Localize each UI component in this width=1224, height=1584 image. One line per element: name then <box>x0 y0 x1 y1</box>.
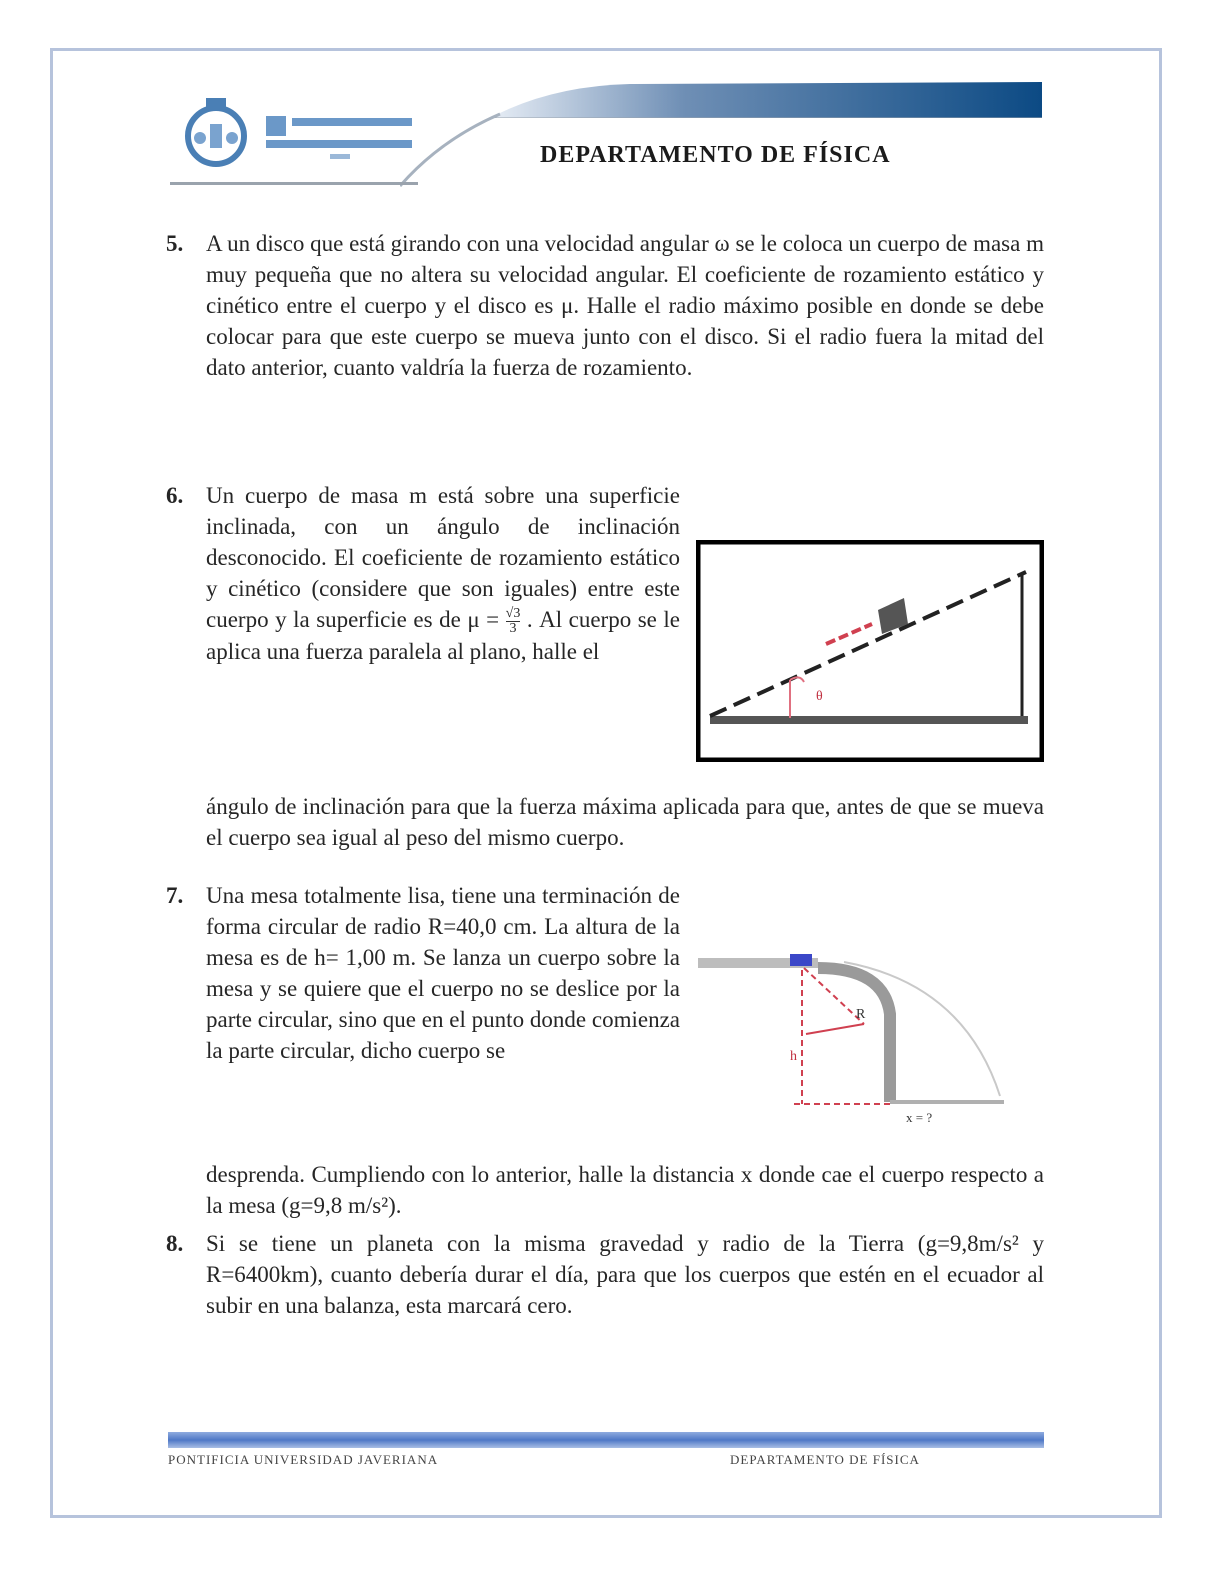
mu-fraction <box>506 607 521 636</box>
footer-university: PONTIFICIA UNIVERSIDAD JAVERIANA <box>168 1452 439 1467</box>
problem-5-text: A un disco que está girando con una velocidad angular ω se le coloca un cuerpo de masa m muy pequeña que no altera su velocidad angular. El coeficiente de rozamiento estático y cinético entre el cuerpo y el disco es μ. Halle el radio máximo posible en donde se debe colocar para que este cuerpo se mueva junto con el disco. Si el radio fuera la mitad del dato anterior, cuanto valdría la fuerza de rozamiento. <box>206 231 1044 380</box>
problem-7-text-continued: desprenda. Cumpliendo con lo anterior, halle la distancia x donde cae el cuerpo respecto a la mesa (g=9,8 m/s²). <box>206 1162 1044 1218</box>
problem-5-number: 5. <box>166 231 184 256</box>
radius-label: R <box>856 1007 866 1022</box>
problem-7-number: 7. <box>166 883 184 908</box>
logo-underline <box>170 182 418 185</box>
height-label: h <box>790 1049 797 1064</box>
incline-angle-label: θ <box>816 689 823 704</box>
table-figure <box>694 944 1014 1134</box>
mu-symbol: μ = <box>467 607 500 632</box>
mu-numerator: √3 <box>505 606 521 622</box>
header-bar <box>490 82 1042 118</box>
problem-6-text <box>206 480 680 667</box>
university-logo <box>180 88 420 178</box>
problem-6-text-continued: ángulo de inclinación para que la fuerza máxima aplicada para que, antes de que se mueva el cuerpo sea igual al peso del mismo cuerpo. <box>206 794 1044 850</box>
footer-department: DEPARTAMENTO DE FÍSICA <box>730 1452 920 1467</box>
mu-denominator: 3 <box>506 621 521 636</box>
problem-8-number: 8. <box>166 1231 184 1256</box>
distance-label: x = ? <box>906 1110 933 1125</box>
department-title: DEPARTAMENTO DE FÍSICA <box>540 142 891 168</box>
problem-6-text-after-mu: . Al cuerpo se le aplica una fuerza paralela al plano, halle el <box>206 607 681 665</box>
problem-6-text-main: Un cuerpo de masa m está sobre una superficie inclinada, con un ángulo de inclinación desconocido. El coeficiente de rozamiento estático y cinético (considere que son iguales) entre este cuerpo y la superficie es de <box>206 483 680 632</box>
problem-6-number: 6. <box>166 483 184 508</box>
incline-figure <box>696 540 1044 762</box>
problem-8-text: Si se tiene un planeta con la misma gravedad y radio de la Tierra (g=9,8m/s² y R=6400km), cuanto debería durar el día, para que los cuerpos que estén en el ecuador al subir en una balanza, esta marcará cero. <box>206 1231 1044 1318</box>
problem-7-text: Una mesa totalmente lisa, tiene una terminación de forma circular de radio R=40,0 cm. La altura de la mesa es de h= 1,00 m. Se lanza un cuerpo sobre la mesa y se quiere que el cuerpo no se deslice por la parte circular, sino que en el punto donde comienza la parte circular, dicho cuerpo se <box>206 883 680 1063</box>
footer-bar <box>168 1432 1044 1448</box>
